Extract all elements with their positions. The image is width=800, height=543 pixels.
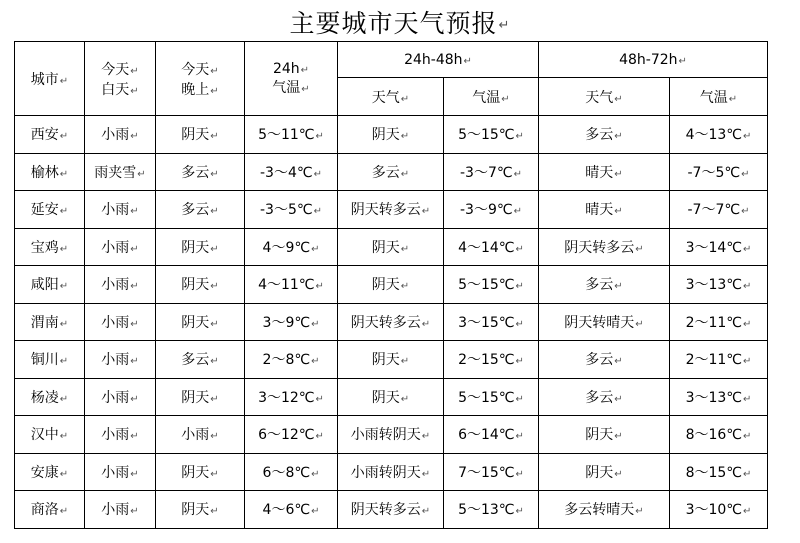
temp-72h-cell: 8～16℃↵ xyxy=(670,416,768,454)
weather-48h-cell: 阴天↵ xyxy=(338,341,444,379)
temp-72h-cell: 3～10℃↵ xyxy=(670,491,768,529)
temp-24h-cell: 4～9℃↵ xyxy=(245,228,338,266)
temp-24h-cell: 4～6℃↵ xyxy=(245,491,338,529)
city-cell: 商洛↵ xyxy=(15,491,85,529)
weather-72h-cell: 多云↵ xyxy=(539,341,670,379)
header-weather-48: 天气↵ xyxy=(338,78,444,116)
city-cell: 宝鸡↵ xyxy=(15,228,85,266)
temp-24h-cell: -3～4℃↵ xyxy=(245,153,338,191)
weather-48h-cell: 阴天转多云↵ xyxy=(338,303,444,341)
temp-72h-cell: -7～7℃↵ xyxy=(670,191,768,229)
tonight-cell: 阴天↵ xyxy=(156,378,245,416)
header-today-day: 今天↵ 白天↵ xyxy=(85,42,156,116)
today-day-cell: 小雨↵ xyxy=(85,491,156,529)
temp-24h-cell: 3～9℃↵ xyxy=(245,303,338,341)
temp-72h-cell: 4～13℃↵ xyxy=(670,116,768,154)
header-range-24-48: 24h-48h↵ xyxy=(338,42,539,78)
weather-72h-cell: 阴天↵ xyxy=(539,453,670,491)
temp-24h-cell: 6～12℃↵ xyxy=(245,416,338,454)
today-day-cell: 小雨↵ xyxy=(85,341,156,379)
temp-48h-cell: 5～15℃↵ xyxy=(444,378,539,416)
temp-48h-cell: 5～13℃↵ xyxy=(444,491,539,529)
table-row xyxy=(15,303,768,341)
city-cell: 铜川↵ xyxy=(15,341,85,379)
city-cell: 安康↵ xyxy=(15,453,85,491)
temp-72h-cell: 3～13℃↵ xyxy=(670,378,768,416)
header-temp-24h: 24h↵ 气温↵ xyxy=(245,42,338,116)
weather-72h-cell: 多云↵ xyxy=(539,116,670,154)
today-day-cell: 雨夹雪↵ xyxy=(85,153,156,191)
weather-48h-cell: 阴天↵ xyxy=(338,228,444,266)
temp-72h-cell: 2～11℃↵ xyxy=(670,341,768,379)
city-cell: 杨凌↵ xyxy=(15,378,85,416)
today-day-cell: 小雨↵ xyxy=(85,303,156,341)
city-cell: 榆林↵ xyxy=(15,153,85,191)
today-day-cell: 小雨↵ xyxy=(85,228,156,266)
temp-72h-cell: 3～14℃↵ xyxy=(670,228,768,266)
weather-48h-cell: 多云↵ xyxy=(338,153,444,191)
weather-72h-cell: 多云↵ xyxy=(539,266,670,304)
temp-72h-cell: -7～5℃↵ xyxy=(670,153,768,191)
today-day-cell: 小雨↵ xyxy=(85,453,156,491)
tonight-cell: 阴天↵ xyxy=(156,453,245,491)
table-row xyxy=(15,153,768,191)
tonight-cell: 阴天↵ xyxy=(156,116,245,154)
city-cell: 西安↵ xyxy=(15,116,85,154)
temp-24h-cell: 2～8℃↵ xyxy=(245,341,338,379)
tonight-cell: 多云↵ xyxy=(156,153,245,191)
header-range-48-72: 48h-72h↵ xyxy=(539,42,768,78)
weather-48h-cell: 阴天转多云↵ xyxy=(338,491,444,529)
weather-72h-cell: 阴天转多云↵ xyxy=(539,228,670,266)
today-day-cell: 小雨↵ xyxy=(85,378,156,416)
temp-24h-cell: 4～11℃↵ xyxy=(245,266,338,304)
today-day-cell: 小雨↵ xyxy=(85,266,156,304)
weather-72h-cell: 多云↵ xyxy=(539,378,670,416)
temp-48h-cell: -3～9℃↵ xyxy=(444,191,539,229)
header-temp-72: 气温↵ xyxy=(670,78,768,116)
temp-72h-cell: 8～15℃↵ xyxy=(670,453,768,491)
temp-48h-cell: 6～14℃↵ xyxy=(444,416,539,454)
table-row xyxy=(15,266,768,304)
temp-48h-cell: 5～15℃↵ xyxy=(444,266,539,304)
weather-72h-cell: 阴天↵ xyxy=(539,416,670,454)
temp-72h-cell: 2～11℃↵ xyxy=(670,303,768,341)
table-row xyxy=(15,228,768,266)
city-cell: 延安↵ xyxy=(15,191,85,229)
temp-48h-cell: 2～15℃↵ xyxy=(444,341,539,379)
weather-48h-cell: 阴天↵ xyxy=(338,266,444,304)
title-text: 主要城市天气预报 xyxy=(289,9,498,38)
forecast-table xyxy=(14,41,768,529)
tonight-cell: 阴天↵ xyxy=(156,491,245,529)
table-row xyxy=(15,416,768,454)
weather-48h-cell: 小雨转阴天↵ xyxy=(338,453,444,491)
temp-24h-cell: 3～12℃↵ xyxy=(245,378,338,416)
city-cell: 汉中↵ xyxy=(15,416,85,454)
weather-72h-cell: 多云转晴天↵ xyxy=(539,491,670,529)
weather-48h-cell: 阴天↵ xyxy=(338,378,444,416)
table-row xyxy=(15,116,768,154)
city-cell: 咸阳↵ xyxy=(15,266,85,304)
temp-48h-cell: -3～7℃↵ xyxy=(444,153,539,191)
table-row xyxy=(15,378,768,416)
temp-24h-cell: 5～11℃↵ xyxy=(245,116,338,154)
header-temp-48: 气温↵ xyxy=(444,78,539,116)
temp-24h-cell: 6～8℃↵ xyxy=(245,453,338,491)
temp-24h-cell: -3～5℃↵ xyxy=(245,191,338,229)
today-day-cell: 小雨↵ xyxy=(85,116,156,154)
temp-48h-cell: 3～15℃↵ xyxy=(444,303,539,341)
weather-72h-cell: 阴天转晴天↵ xyxy=(539,303,670,341)
table-row xyxy=(15,191,768,229)
tonight-cell: 小雨↵ xyxy=(156,416,245,454)
city-cell: 渭南↵ xyxy=(15,303,85,341)
tonight-cell: 多云↵ xyxy=(156,191,245,229)
temp-48h-cell: 5～15℃↵ xyxy=(444,116,539,154)
header-tonight: 今天↵ 晚上↵ xyxy=(156,42,245,116)
weather-72h-cell: 晴天↵ xyxy=(539,191,670,229)
table-row xyxy=(15,491,768,529)
weather-48h-cell: 小雨转阴天↵ xyxy=(338,416,444,454)
today-day-cell: 小雨↵ xyxy=(85,191,156,229)
temp-48h-cell: 4～14℃↵ xyxy=(444,228,539,266)
today-day-cell: 小雨↵ xyxy=(85,416,156,454)
weather-72h-cell: 晴天↵ xyxy=(539,153,670,191)
page-title xyxy=(0,4,800,40)
paragraph-mark-icon: ↵ xyxy=(498,17,511,33)
weather-48h-cell: 阴天↵ xyxy=(338,116,444,154)
tonight-cell: 阴天↵ xyxy=(156,228,245,266)
header-city: 城市↵ xyxy=(15,42,85,116)
temp-72h-cell: 3～13℃↵ xyxy=(670,266,768,304)
tonight-cell: 阴天↵ xyxy=(156,303,245,341)
temp-48h-cell: 7～15℃↵ xyxy=(444,453,539,491)
header-weather-72: 天气↵ xyxy=(539,78,670,116)
table-row xyxy=(15,453,768,491)
tonight-cell: 多云↵ xyxy=(156,341,245,379)
table-row xyxy=(15,341,768,379)
tonight-cell: 阴天↵ xyxy=(156,266,245,304)
weather-48h-cell: 阴天转多云↵ xyxy=(338,191,444,229)
